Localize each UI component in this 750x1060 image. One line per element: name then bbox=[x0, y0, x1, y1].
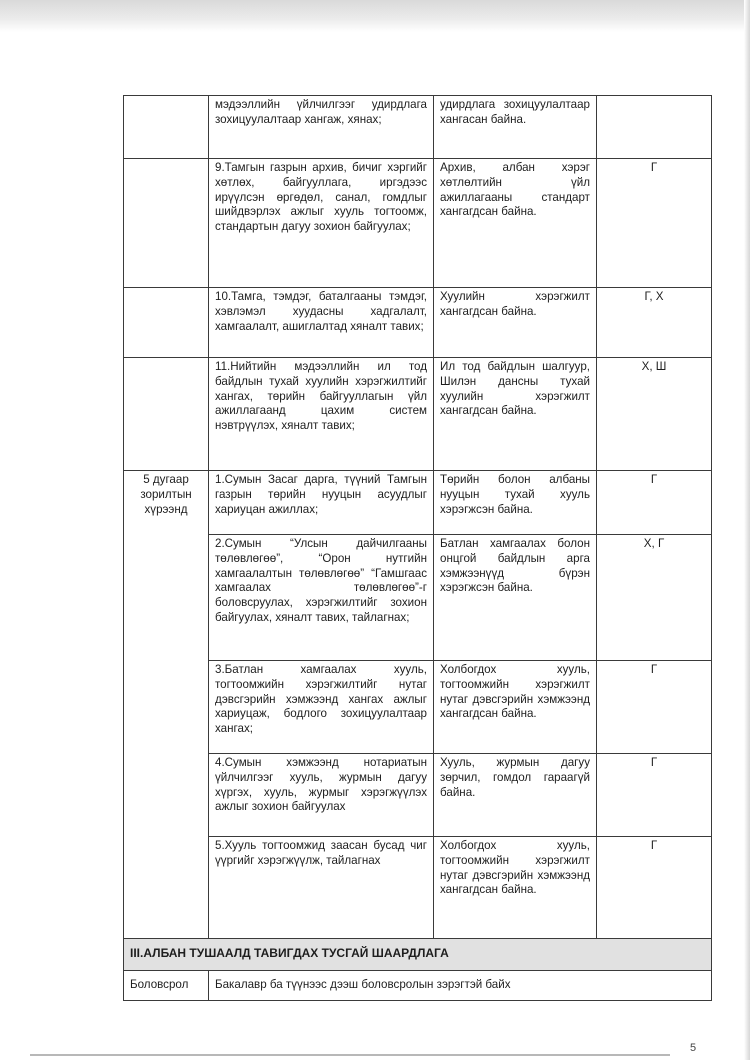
mark-cell: Х, Ш bbox=[597, 358, 712, 471]
mark-cell: Г bbox=[597, 837, 712, 939]
table-row bbox=[124, 471, 712, 535]
criteria-cell: Холбогдох хууль, тогтоомжийн хэрэгжилт нутаг дэвсгэрийн хэмжээнд хангагдсан байна. bbox=[434, 837, 597, 939]
criteria-cell: Архив, албан хэрэг хөтлөлтийн үйл ажиллагааны стандарт хангагдсан байна. bbox=[434, 159, 597, 288]
table-row bbox=[124, 96, 712, 159]
criteria-cell: Төрийн болон албаны нууцын тухай хууль хэрэгжсэн байна. bbox=[434, 471, 597, 535]
education-value: Бакалавр ба түүнээс дээш боловсролын зэрэгтэй байх bbox=[209, 971, 712, 1001]
goal-cell bbox=[124, 288, 209, 358]
education-row bbox=[124, 971, 712, 1001]
task-cell: мэдээллийн үйлчилгээг удирдлага зохицуулалтаар хангаж, хянах; bbox=[209, 96, 434, 159]
goal-cell bbox=[124, 358, 209, 471]
mark-cell: Г bbox=[597, 661, 712, 754]
job-description-table bbox=[123, 95, 712, 1001]
table-row bbox=[124, 754, 712, 837]
table-row bbox=[124, 358, 712, 471]
table-row bbox=[124, 661, 712, 754]
criteria-cell: Хууль, журмын дагуу зөрчил, гомдол гараагүй байна. bbox=[434, 754, 597, 837]
table-row bbox=[124, 837, 712, 939]
task-cell: 1.Сумын Засаг дарга, түүний Тамгын газрын төрийн нууцын асуудлыг хариуцан ажиллах; bbox=[209, 471, 434, 535]
scan-shadow-right bbox=[744, 0, 750, 1060]
task-cell: 4.Сумын хэмжээнд нотариатын үйлчилгээг хууль, журмын дагуу хүргэх, хууль, журмыг хэрэгжүүлэх ажлыг зохион байгуулах bbox=[209, 754, 434, 837]
mark-cell bbox=[597, 96, 712, 159]
task-cell: 9.Тамгын газрын архив, бичиг хэргийг хөтлөх, байгууллага, иргэдээс ирүүлсэн өргөдөл, санал, гомдлыг шийдвэрлэх ажлыг хууль тогтоомж, стандартын дагуу зохион байгуулах; bbox=[209, 159, 434, 288]
mark-cell: Х, Г bbox=[597, 535, 712, 661]
education-label: Боловсрол bbox=[124, 971, 209, 1001]
task-cell: 3.Батлан хамгаалах хууль, тогтоомжийн хэрэгжилтийг нутаг дэвсгэрийн хэмжээнд хангах ажлыг хариуцаж, бодлого зохицуулалтаар хангах; bbox=[209, 661, 434, 754]
goal-cell bbox=[124, 96, 209, 159]
goal-cell bbox=[124, 159, 209, 288]
table-row bbox=[124, 159, 712, 288]
mark-cell: Г bbox=[597, 471, 712, 535]
task-cell: 10.Тамга, тэмдэг, баталгааны тэмдэг, хэвлэмэл хуудасны хадгалалт, хамгаалалт, ашиглалтад хяналт тавих; bbox=[209, 288, 434, 358]
mark-cell: Г bbox=[597, 159, 712, 288]
section-label-cell: 5 дугаар зорилтын хүрээнд bbox=[124, 471, 209, 939]
task-cell: 2.Сумын “Улсын дайчилгааны төлөвлөгөө”, “Орон нутгийн хамгаалалтын төлөвлөгөө” “Гамшгаас хамгаалах төлөвлөгөө”-г боловсруулах, хэрэгжилтийг зохион байгуулах, хяналт тавих, тайлагнах; bbox=[209, 535, 434, 661]
mark-cell: Г, Х bbox=[597, 288, 712, 358]
criteria-cell: Ил тод байдлын шалгуур, Шилэн дансны тухай хуулийн хэрэгжилт хангагдсан байна. bbox=[434, 358, 597, 471]
criteria-cell: Батлан хамгаалах болон онцгой байдлын арга хэмжээнүүд бүрэн хэрэгжсэн байна. bbox=[434, 535, 597, 661]
task-cell: 11.Нийтийн мэдээллийн ил тод байдлын тухай хуулийн хэрэгжилтийг хангах, төрийн байгууллагын үйл ажиллагаанд цахим систем нэвтрүүлэх, хяналт тавих; bbox=[209, 358, 434, 471]
page-number: 5 bbox=[690, 1042, 697, 1054]
criteria-cell: Хуулийн хэрэгжилт хангагдсан байна. bbox=[434, 288, 597, 358]
criteria-cell: удирдлага зохицуулалтаар хангасан байна. bbox=[434, 96, 597, 159]
mark-cell: Г bbox=[597, 754, 712, 837]
section-heading-row bbox=[124, 939, 712, 971]
task-cell: 5.Хууль тогтоомжид заасан бусад чиг үүргийг хэрэгжүүлж, тайлагнах bbox=[209, 837, 434, 939]
table-row bbox=[124, 535, 712, 661]
section-heading: III.АЛБАН ТУШААЛД ТАВИГДАХ ТУСГАЙ ШААРДЛАГА bbox=[124, 939, 712, 971]
criteria-cell: Холбогдох хууль, тогтоомжийн хэрэгжилт нутаг дэвсгэрийн хэмжээнд хангагдсан байна. bbox=[434, 661, 597, 754]
scan-edge-line bbox=[30, 1054, 670, 1056]
table-row bbox=[124, 288, 712, 358]
scan-shadow-top bbox=[0, 0, 750, 32]
